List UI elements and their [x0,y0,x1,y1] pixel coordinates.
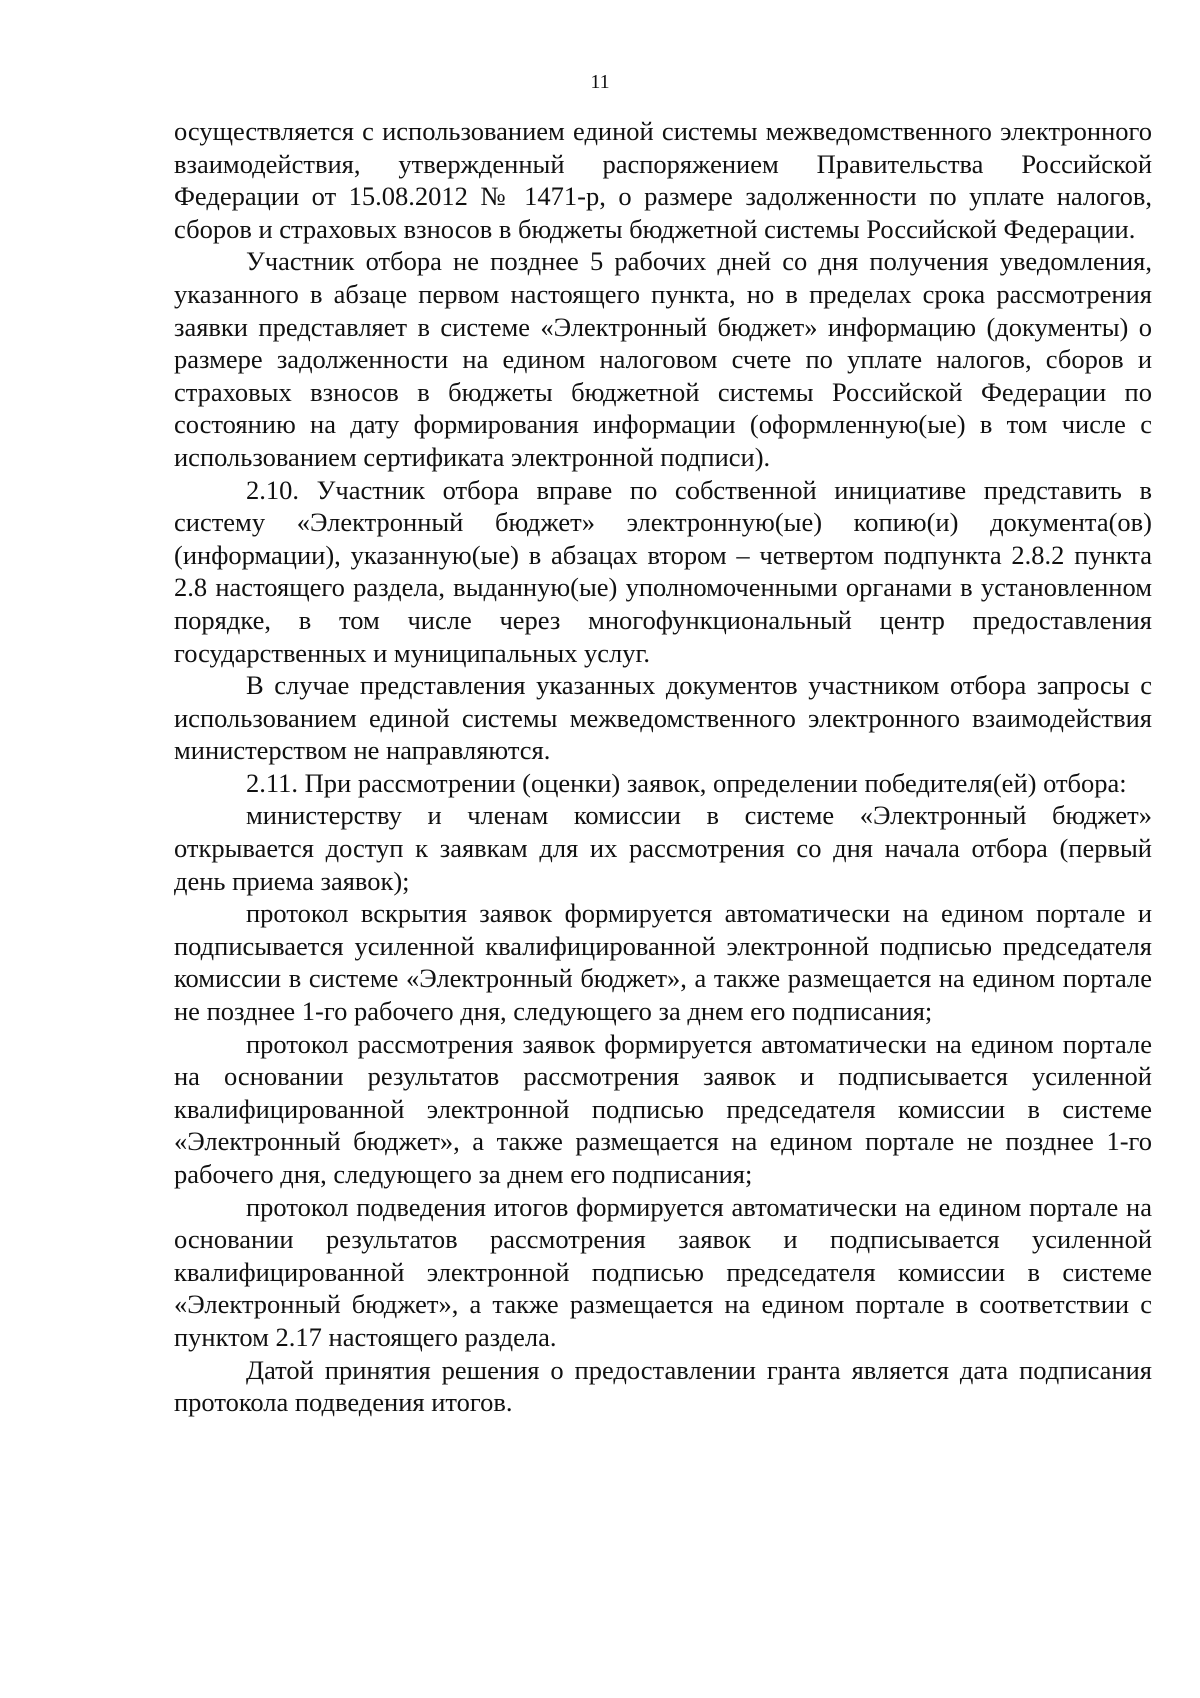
paragraph-participant-notice: Участник отбора не позднее 5 рабочих дней со дня получения уведомления, указанного в абзаце первом настоящего пункта, но в пределах срока рассмотрения заявки представляет в системе «Электронный бюджет» информацию (документы) о размере задолженности на едином налоговом счете по уплате налогов, сборов и страховых взносов в бюджеты бюджетной системы Российской Федерации по состоянию на дату формирования информации (оформленную(ые) в том числе с использованием сертификата электронной подписи). [174,246,1152,472]
paragraph-results-protocol: протокол подведения итогов формируется автоматически на едином портале на основании результатов рассмотрения заявок и подписывается усиленной квалифицированной электронной подписью председателя комиссии в системе «Электронный бюджет», а также размещается на едином портале в соответствии с пунктом 2.17 настоящего раздела. [174,1191,1152,1352]
page-number: 11 [590,71,610,93]
paragraph-2-10: 2.10. Участник отбора вправе по собственной инициативе представить в систему «Электронный бюджет» электронную(ые) копию(и) документа(ов) (информации), указанную(ые) в абзацах втором – четвертом подпункта 2.8.2 пункта 2.8 настоящего раздела, выданную(ые) уполномоченными органами в установленном порядке, в том числе через многофункциональный центр предоставления государственных и муниципальных услуг. [174,474,1152,668]
document-body [174,115,1152,1419]
paragraph-review-protocol: протокол рассмотрения заявок формируется автоматически на едином портале на основании результатов рассмотрения заявок и подписывается усиленной квалифицированной электронной подписью председателя комиссии в системе «Электронный бюджет», а также размещается на едином портале не позднее 1-го рабочего дня, следующего за днем его подписания; [174,1028,1152,1189]
paragraph-continuation: осуществляется с использованием единой системы межведомственного электронного взаимодействия, утвержденный распоряжением Правительства Российской Федерации от 15.08.2012 № 1471-р, о размере задолженности по уплате налогов, сборов и страховых взносов в бюджеты бюджетной системы Российской Федерации. [174,116,1152,244]
paragraph-decision-date: Датой принятия решения о предоставлении гранта является дата подписания протокола подведения итогов. [174,1354,1152,1418]
paragraph-ministry-access: министерству и членам комиссии в системе «Электронный бюджет» открывается доступ к заявкам для их рассмотрения со дня начала отбора (первый день приема заявок); [174,800,1152,896]
paragraph-no-requests: В случае представления указанных документов участником отбора запросы с использованием единой системы межведомственного электронного взаимодействия министерством не направляются. [174,670,1152,766]
paragraph-opening-protocol: протокол вскрытия заявок формируется автоматически на едином портале и подписывается усиленной квалифицированной электронной подписью председателя комиссии в системе «Электронный бюджет», а также размещается на едином портале не позднее 1-го рабочего дня, следующего за днем его подписания; [174,898,1152,1027]
paragraph-2-11: 2.11. При рассмотрении (оценки) заявок, определении победителя(ей) отбора: [246,767,1127,798]
